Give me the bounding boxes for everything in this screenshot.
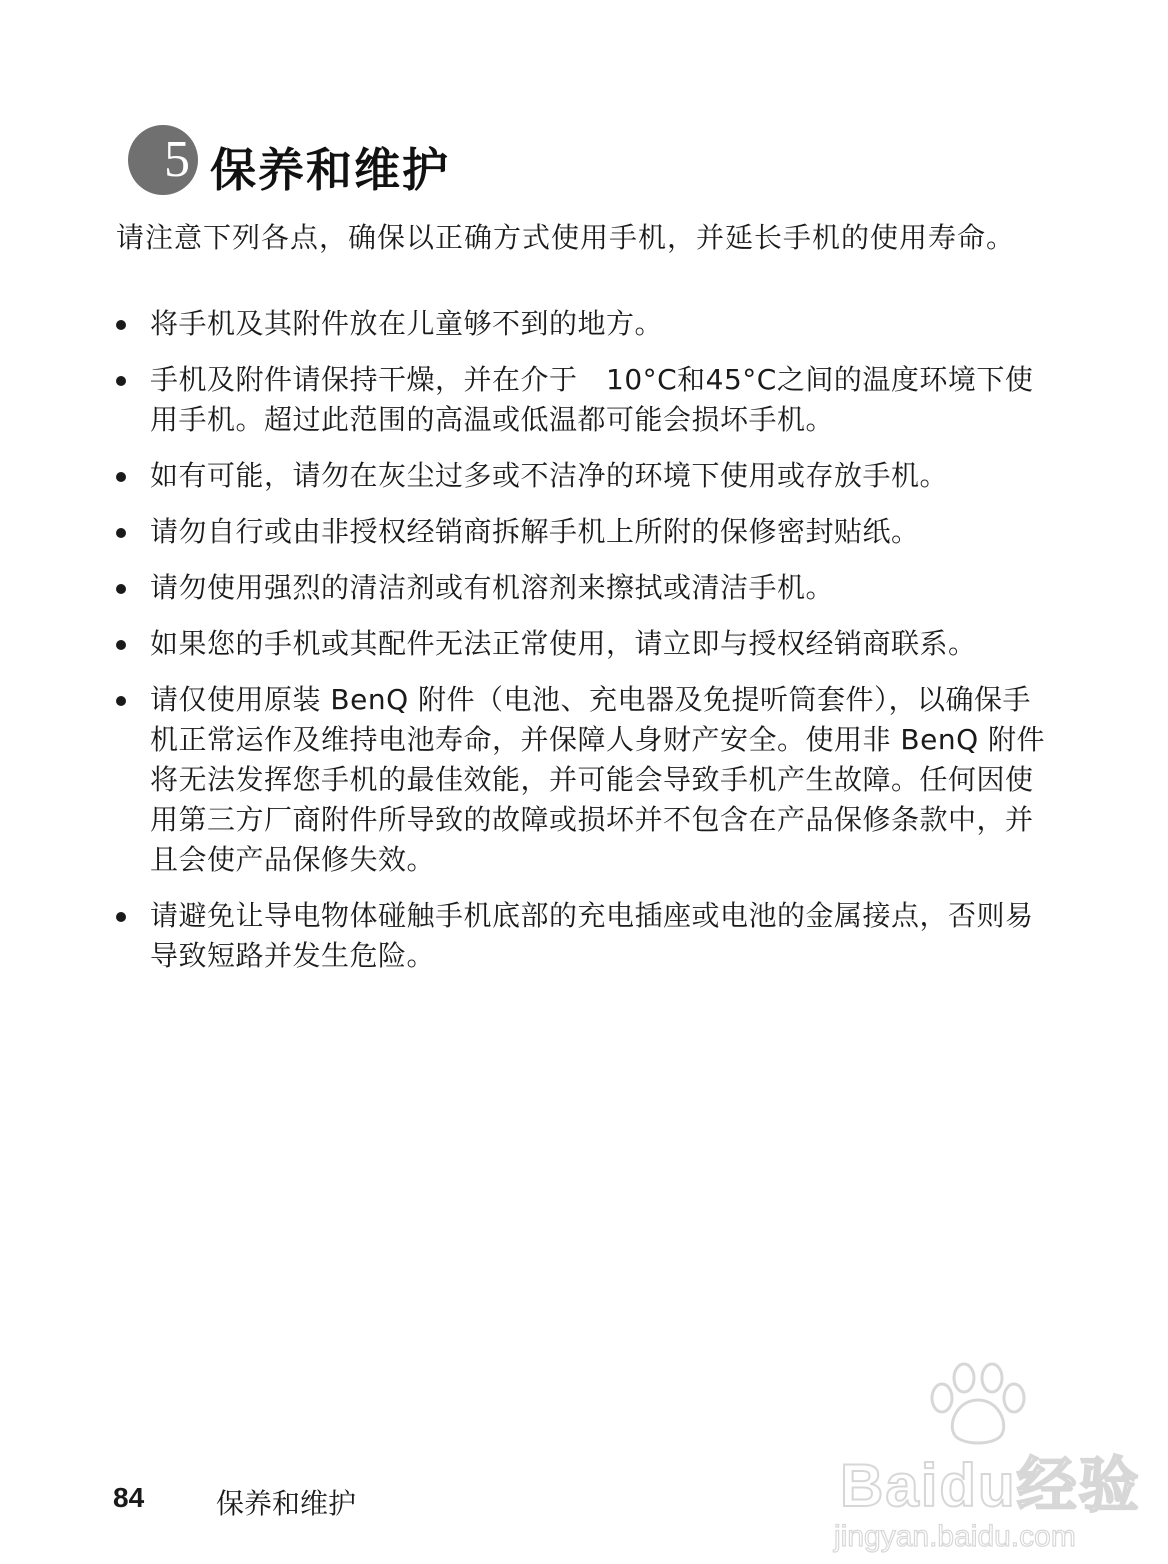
baidu-watermark — [820, 1360, 1141, 1560]
baidu-logo: Baidu经验 — [840, 1452, 1141, 1519]
footer-section-title: 保养和维护 — [216, 1487, 357, 1520]
list-item-text: 如果您的手机或其配件无法正常使用，请立即与授权经销商联系。 — [150, 627, 977, 660]
list-item-text: 请勿使用强烈的清洁剂或有机溶剂来擦拭或清洁手机。 — [150, 571, 835, 604]
list-item — [116, 624, 1058, 664]
bullet-icon — [116, 640, 126, 650]
list-item-text: 如有可能，请勿在灰尘过多或不洁净的环境下使用或存放手机。 — [150, 459, 949, 492]
bullet-icon — [116, 376, 126, 386]
bullet-icon — [116, 584, 126, 594]
list-item-text: 手机及附件请保持干燥，并在介于 10°C和45°C之间的温度环境下使用手机。超过此范围的高温或低温都可能会损坏手机。 — [150, 363, 1034, 436]
chapter-title: 保养和维护 — [210, 143, 450, 197]
care-tips-list — [116, 304, 1058, 992]
list-item — [116, 512, 1058, 552]
list-item-text: 请避免让导电物体碰触手机底部的充电插座或电池的金属接点，否则易导致短路并发生危险。 — [150, 899, 1034, 972]
list-item-text: 请勿自行或由非授权经销商拆解手机上所附的保修密封贴纸。 — [150, 515, 920, 548]
list-item — [116, 360, 1058, 440]
bullet-icon — [116, 912, 126, 922]
bullet-icon — [116, 696, 126, 706]
bullet-icon — [116, 528, 126, 538]
bullet-icon — [116, 320, 126, 330]
chapter-number-badge — [128, 125, 198, 195]
list-item — [116, 304, 1058, 344]
paw-print-icon — [920, 1360, 1040, 1450]
page-number: 84 — [113, 1482, 145, 1513]
list-item-text: 将手机及其附件放在儿童够不到的地方。 — [150, 307, 664, 340]
list-item — [116, 680, 1058, 880]
list-item — [116, 896, 1058, 976]
intro-paragraph: 请注意下列各点，确保以正确方式使用手机，并延长手机的使用寿命。 — [116, 221, 1016, 254]
list-item — [116, 568, 1058, 608]
watermark-url: jingyan.baidu.com — [834, 1520, 1076, 1553]
list-item-text: 请仅使用原装 BenQ 附件（电池、充电器及免提听筒套件），以确保手机正常运作及维持电池寿命，并保障人身财产安全。使用非 BenQ 附件将无法发挥您手机的最佳效能，并可能会导致手机产生故障。任何因使用第三方厂商附件所导致的故障或损坏并不包含在产品保修条款中，并且会使产品保修失效。 — [150, 683, 1046, 876]
bullet-icon — [116, 472, 126, 482]
list-item — [116, 456, 1058, 496]
chapter-number: 5 — [164, 131, 190, 188]
